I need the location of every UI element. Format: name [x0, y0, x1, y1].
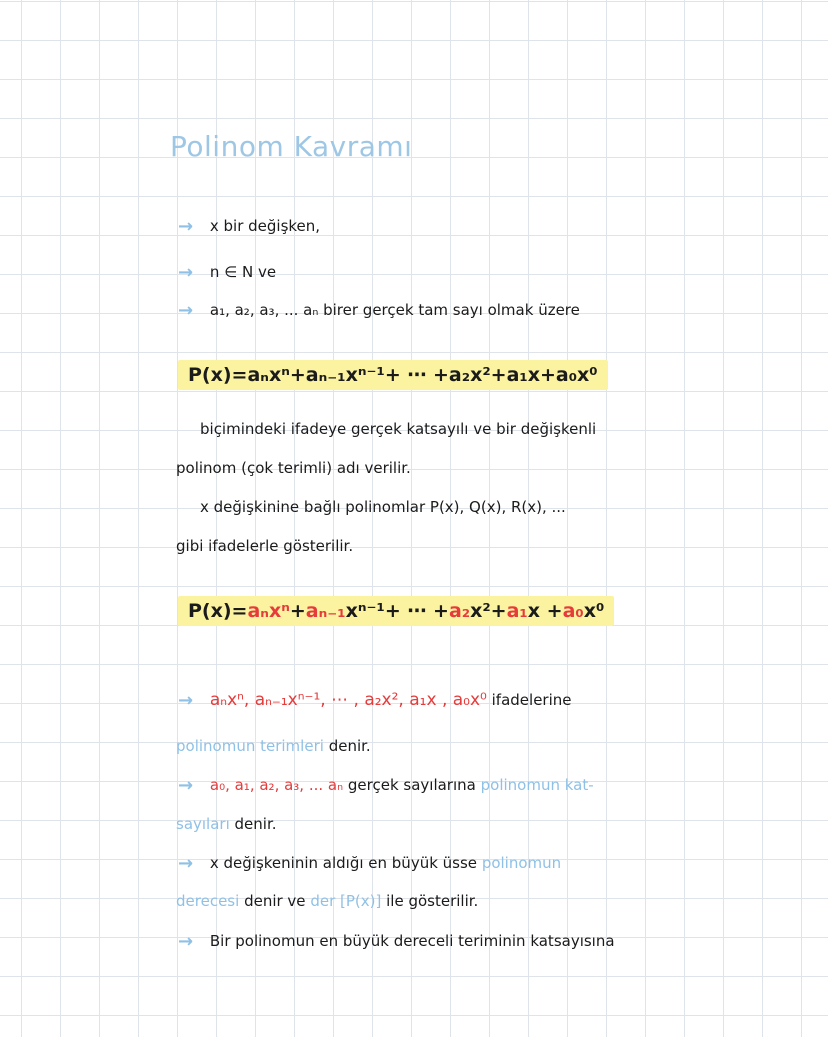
degree-notation: der [P(x)] — [310, 892, 382, 910]
paragraph-line-1: biçimindeki ifadeye gerçek katsayılı ve bir değişkenli — [200, 420, 597, 438]
text: n ∈ N ve — [209, 263, 277, 281]
formula: P(x)=aₙxⁿ+aₙ₋₁xⁿ⁻¹+ ⋯ +a₂x²+a₁x+a₀x⁰ — [188, 364, 598, 386]
keyword-coefficients: polinomun kat- — [480, 776, 594, 794]
coefficient-list: a₀, a₁, a₂, a₃, ... aₙ — [209, 776, 344, 794]
paragraph-line-2: polinom (çok terimli) adı verilir. — [176, 459, 411, 477]
term-an: aₙxⁿ — [247, 600, 290, 622]
arrow-icon: → — [178, 300, 194, 321]
degree-line: → x değişkeninin aldığı en büyük üsse polinomun — [178, 853, 562, 874]
terms-suffix: ifadelerine — [491, 691, 572, 709]
definition-line-2 — [178, 262, 276, 283]
text: x bir değişken, — [209, 217, 321, 235]
term-a2: a₂ — [448, 600, 471, 622]
paragraph-line-3: x değişkinine bağlı polinomlar P(x), Q(x), R(x), ... — [200, 498, 566, 516]
keyword-terms: polinomun terimleri — [176, 737, 324, 755]
leading-coefficient-line: → Bir polinomun en büyük dereceli teriminin katsayısına — [178, 931, 615, 952]
polynomial-formula-highlight — [178, 360, 608, 390]
arrow-icon: → — [178, 690, 194, 711]
term-an-1: aₙ₋₁ — [305, 600, 346, 622]
term-a1: a₁ — [506, 600, 528, 622]
arrow-icon: → — [178, 216, 194, 237]
arrow-icon: → — [178, 775, 194, 796]
definition-line-3 — [178, 300, 580, 321]
definition-line-1 — [178, 216, 320, 237]
terms-line-2: polinomun terimleri denir. — [176, 737, 371, 755]
polynomial-formula-colored-highlight: P(x)=aₙxⁿ+aₙ₋₁xⁿ⁻¹+ ⋯ +a₂x²+a₁x +a₀x⁰ — [178, 596, 614, 626]
terms-line — [178, 690, 572, 711]
arrow-icon: → — [178, 931, 194, 952]
arrow-icon: → — [178, 853, 194, 874]
arrow-icon: → — [178, 262, 194, 283]
paragraph-line-4: gibi ifadelerle gösterilir. — [176, 537, 354, 555]
coefficients-line-2: sayıları denir. — [176, 815, 277, 833]
degree-line-2: derecesi denir ve der [P(x)] ile gösterilir. — [176, 892, 479, 910]
term-a0: a₀ — [562, 600, 584, 622]
terms-list: aₙxⁿ, aₙ₋₁xⁿ⁻¹, ⋯ , a₂x², a₁x , a₀x⁰ — [209, 690, 487, 710]
text: a₁, a₂, a₃, ... aₙ birer gerçek tam sayı olmak üzere — [209, 301, 580, 319]
keyword-degree: polinomun — [481, 854, 562, 872]
coefficients-line: → a₀, a₁, a₂, a₃, ... aₙ gerçek sayılarına polinomun kat- — [178, 775, 594, 796]
page-title: Polinom Kavramı — [170, 130, 413, 163]
